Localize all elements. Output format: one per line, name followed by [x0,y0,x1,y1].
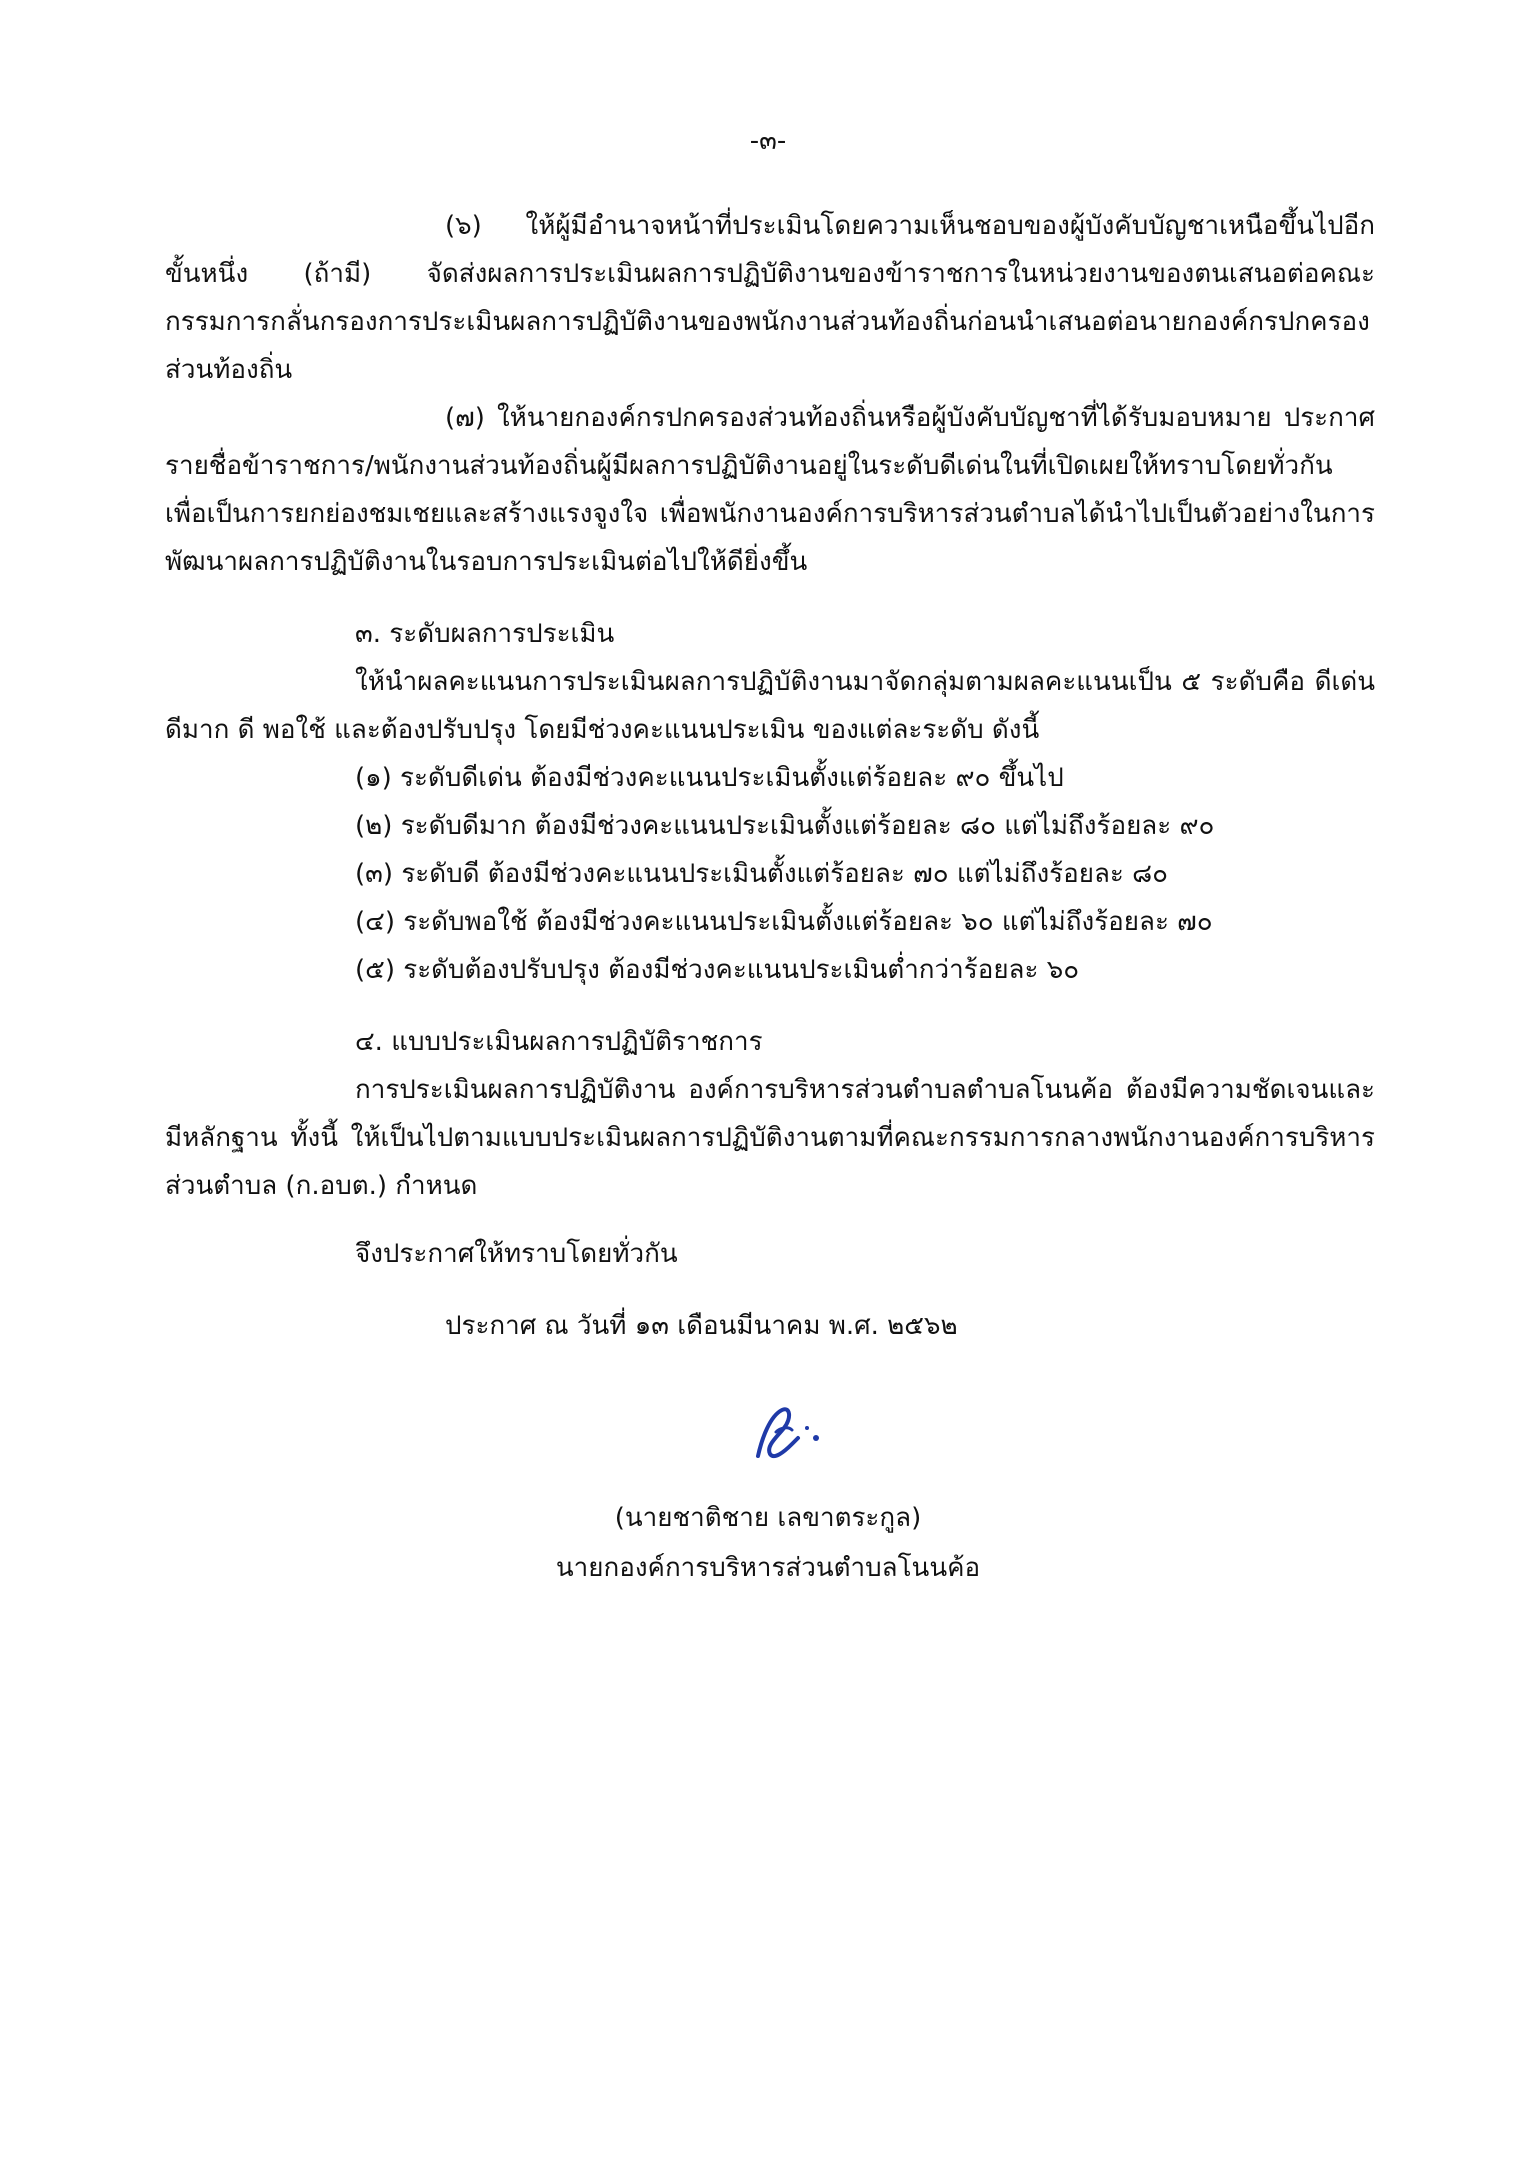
page-number: -๓- [749,126,787,156]
paragraph-7: (๗) ให้นายกองค์กรปกครองส่วนท้องถิ่นหรือผู้บังคับบัญชาที่ได้รับมอบหมาย ประกาศรายชื่อข้าราชการ/พนักงานส่วนท้องถิ่นผู้มีผลการปฏิบัติงานอยู่ในระดับดีเด่นในที่เปิดเผยให้ทราบโดยทั่วกัน เพื่อเป็นการยกย่องชมเชยและสร้างแรงจูงใจ เพื่อพนักงานองค์การบริหารส่วนตำบลได้นำไปเป็นตัวอย่างในการพัฒนาผลการปฏิบัติงานในรอบการประเมินต่อไปให้ดียิ่งขึ้น [165,403,1375,577]
signer-name: (นายชาติชาย เลขาตระกูล) [614,1503,922,1533]
section-3-intro: ให้นำผลคะแนนการประเมินผลการปฏิบัติงานมาจัดกลุ่มตามผลคะแนนเป็น ๕ ระดับคือ ดีเด่น ดีมาก ดี พอใช้ และต้องปรับปรุง โดยมีช่วงคะแนนประเมิน ของแต่ละระดับ ดังนี้ [165,667,1375,745]
section-4-body: การประเมินผลการปฏิบัติงาน องค์การบริหารส่วนตำบลตำบลโนนค้อ ต้องมีความชัดเจนและมีหลักฐาน ทั้งนี้ ให้เป็นไปตามแบบประเมินผลการปฏิบัติงานตามที่คณะกรรมการกลางพนักงานองค์การบริหารส่วนตำบล (ก.อบต.) กำหนด [165,1075,1375,1201]
signer-title: นายกองค์การบริหารส่วนตำบลโนนค้อ [555,1553,981,1583]
closing-statement: จึงประกาศให้ทราบโดยทั่วกัน [355,1239,678,1269]
level-item: (๓) ระดับดี ต้องมีช่วงคะแนนประเมินตั้งแต่ร้อยละ ๗๐ แต่ไม่ถึงร้อยละ ๘๐ [355,859,1169,889]
level-item: (๒) ระดับดีมาก ต้องมีช่วงคะแนนประเมินตั้งแต่ร้อยละ ๘๐ แต่ไม่ถึงร้อยละ ๙๐ [355,811,1215,841]
signature-mark [740,1398,840,1468]
level-item: (๑) ระดับดีเด่น ต้องมีช่วงคะแนนประเมินตั้งแต่ร้อยละ ๙๐ ขึ้นไป [355,763,1064,793]
section-3-heading: ๓. ระดับผลการประเมิน [355,619,615,649]
level-item: (๔) ระดับพอใช้ ต้องมีช่วงคะแนนประเมินตั้งแต่ร้อยละ ๖๐ แต่ไม่ถึงร้อยละ ๗๐ [355,907,1213,937]
announcement-date: ประกาศ ณ วันที่ ๑๓ เดือนมีนาคม พ.ศ. ๒๕๖๒ [445,1311,958,1341]
paragraph-6: (๖) ให้ผู้มีอำนาจหน้าที่ประเมินโดยความเห็นชอบของผู้บังคับบัญชาเหนือขึ้นไปอีกขั้นหนึ่ง (ถ้ามี) จัดส่งผลการประเมินผลการปฏิบัติงานของข้าราชการในหน่วยงานของตนเสนอต่อคณะกรรมการกลั่นกรองการประเมินผลการปฏิบัติงานของพนักงานส่วนท้องถิ่นก่อนนำเสนอต่อนายกองค์กรปกครองส่วนท้องถิ่น [165,211,1375,385]
level-item: (๕) ระดับต้องปรับปรุง ต้องมีช่วงคะแนนประเมินต่ำกว่าร้อยละ ๖๐ [355,955,1080,985]
section-4-heading: ๔. แบบประเมินผลการปฏิบัติราชการ [355,1027,763,1057]
